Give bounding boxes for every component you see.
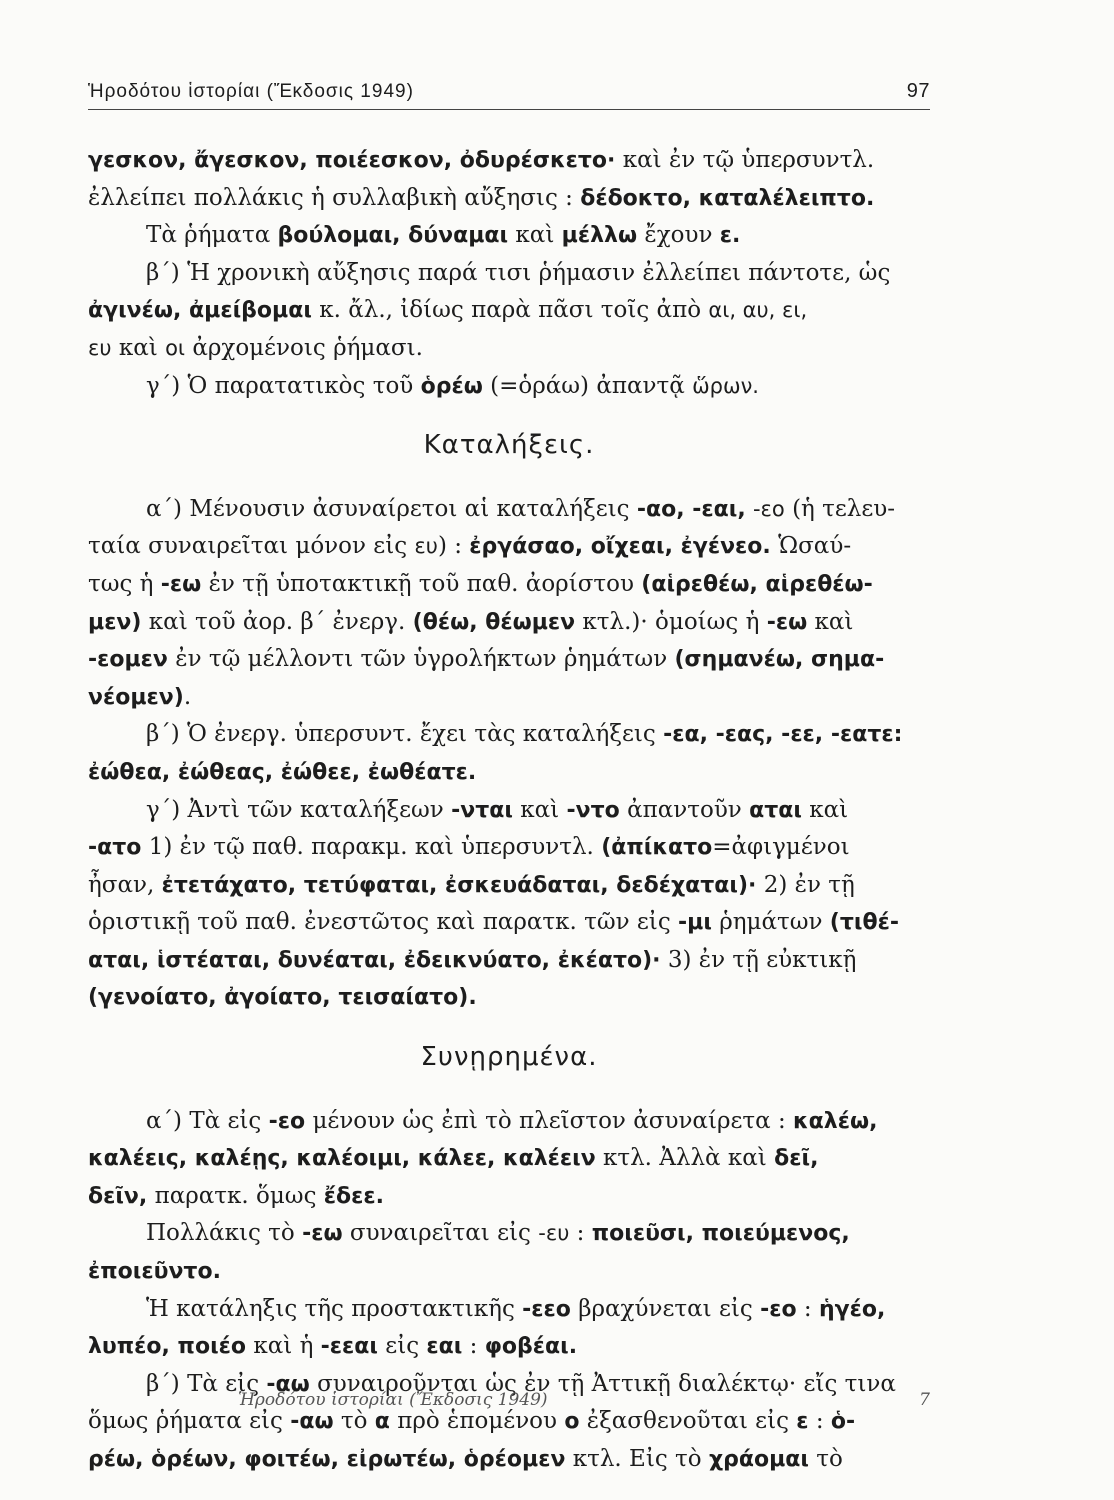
text-line: τως ἡ -εω ἐν τῇ ὑποτακτικῇ τοῦ παθ. ἀορίστου (αἱρεθέω, αἱρεθέω- xyxy=(88,570,873,597)
text-line: ἐώθεα, ἐώθεας, ἐώθεε, ἐωθέατε. xyxy=(88,759,477,785)
section-heading-endings: Καταλήξεις. xyxy=(423,430,595,461)
page-body xyxy=(88,142,930,1479)
running-header xyxy=(88,80,930,110)
text-line: λυπέο, ποιέο καὶ ἡ -εεαι εἰς εαι : φοβέαι. xyxy=(88,1333,578,1360)
text-line: ἦσαν, ἐτετάχατο, τετύφαται, ἐσκευάδαται, δεδέχαται)· 2) ἐν τῇ xyxy=(88,871,855,898)
text-line: γεσκον, ἄγεσκον, ποιέεσκον, ὀδυρέσκετο· καὶ ἐν τῷ ὑπερσυντλ. xyxy=(88,147,875,173)
text-line: νέομεν). xyxy=(88,683,192,710)
text-line: ἐλλείπει πολλάκις ἡ συλλαβικὴ αὔξησις : δέδοκτο, καταλέλειπτο. xyxy=(88,184,875,211)
text-line: ταία συναιρεῖται μόνον εἰς ευ) : ἐργάσαο, οἴχεαι, ἐγένεο. Ὡσαύ- xyxy=(88,533,852,560)
header-title: Ἡροδότου ἱστορίαι (Ἔκδοσις 1949) xyxy=(88,81,414,102)
text-line: -ατο 1) ἐν τῷ παθ. παρακμ. καὶ ὑπερσυντλ. (ἀπίκατο=ἀφιγμένοι xyxy=(88,834,850,861)
text-line: μεν) καὶ τοῦ ἀορ. β΄ ἐνεργ. (θέω, θέωμεν κτλ.)· ὁμοίως ἡ -εω καὶ xyxy=(88,608,854,635)
page-footer xyxy=(238,1390,930,1410)
text-line: Ἡ κατάληξις τῆς προστακτικῆς -εεο βραχύνεται εἰς -εο : ἡγέο, xyxy=(146,1295,886,1322)
text-line: Πολλάκις τὸ -εω συναιρεῖται εἰς -ευ : ποιεῦσι, ποιεύμενος, xyxy=(146,1220,850,1247)
text-line: (γενοίατο, ἀγοίατο, τεισαίατο). xyxy=(88,985,477,1011)
section-heading-contracted: Συνῃρημένα. xyxy=(420,1042,598,1073)
text-line: α΄) Τὰ εἰς -εο μένουν ὡς ἐπὶ τὸ πλεῖστον ἀσυναίρετα : καλέω, xyxy=(146,1107,878,1134)
text-line: ὁριστικῇ τοῦ παθ. ἐνεστῶτος καὶ παρατκ. τῶν εἰς -μι ῥημάτων (τιθέ- xyxy=(88,909,899,936)
text-line: γ΄) Ἀντὶ τῶν καταλήξεων -νται καὶ -ντο ἀπαντοῦν αται καὶ xyxy=(146,796,849,823)
text-line: ευ καὶ οι ἀρχομένοις ῥήμασι. xyxy=(88,334,423,361)
text-line: ὅμως ῥήματα εἰς -αω τὸ α πρὸ ἑπομένου ο ἐξασθενοῦται εἰς ε : ὁ- xyxy=(88,1408,856,1435)
text-line: ἀγινέω, ἀμείβομαι κ. ἄλ., ἰδίως παρὰ πᾶσι τοῖς ἀπὸ αι, αυ, ει, xyxy=(88,297,808,324)
footer-title: Ἡροδότου ἱστορίαι (Ἔκδοσις 1949) xyxy=(238,1390,548,1410)
text-line: β΄) Ὁ ἐνεργ. ὑπερσυντ. ἔχει τὰς καταλήξεις -εα, -εας, -εε, -εατε: xyxy=(146,721,903,748)
text-line: καλέεις, καλέῃς, καλέοιμι, κάλεε, καλέειν κτλ. Ἀλλὰ καὶ δεῖ, xyxy=(88,1145,819,1172)
page-number: 97 xyxy=(906,80,930,102)
text-line: α΄) Μένουσιν ἀσυναίρετοι αἱ καταλήξεις -αο, -εαι, -εο (ἡ τελευ- xyxy=(146,495,896,522)
text-line: ἐποιεῦντο. xyxy=(88,1259,221,1285)
signature-mark: 7 xyxy=(919,1390,930,1410)
text-line: β΄) Ἡ χρονικὴ αὔξησις παρά τισι ῥήμασιν ἐλλείπει πάντοτε, ὡς xyxy=(146,259,891,286)
text-line: ρέω, ὁρέων, φοιτέω, εἰρωτέω, ὁρέομεν κτλ. Εἰς τὸ χράομαι τὸ xyxy=(88,1446,843,1472)
text-line: αται, ἱστέαται, δυνέαται, ἐδεικνύατο, ἐκέατο)· 3) ἐν τῇ εὐκτικῇ xyxy=(88,946,857,973)
text-line: δεῖν, παρατκ. ὅμως ἔδεε. xyxy=(88,1182,384,1209)
text-line: -εομεν ἐν τῷ μέλλοντι τῶν ὑγρολήκτων ῥημάτων (σημανέω, σημα- xyxy=(88,646,885,673)
text-line: Τὰ ῥήματα βούλομαι, δύναμαι καὶ μέλλω ἔχουν ε. xyxy=(146,222,741,249)
text-line: γ΄) Ὁ παρατατικὸς τοῦ ὁρέω (=ὁράω) ἀπαντᾷ ὥρων. xyxy=(146,372,759,399)
text-line: β΄) Τὰ εἰς -αω συναιροῦνται ὡς ἐν τῇ Ἀττικῇ διαλέκτῳ· εἴς τινα xyxy=(146,1370,896,1397)
